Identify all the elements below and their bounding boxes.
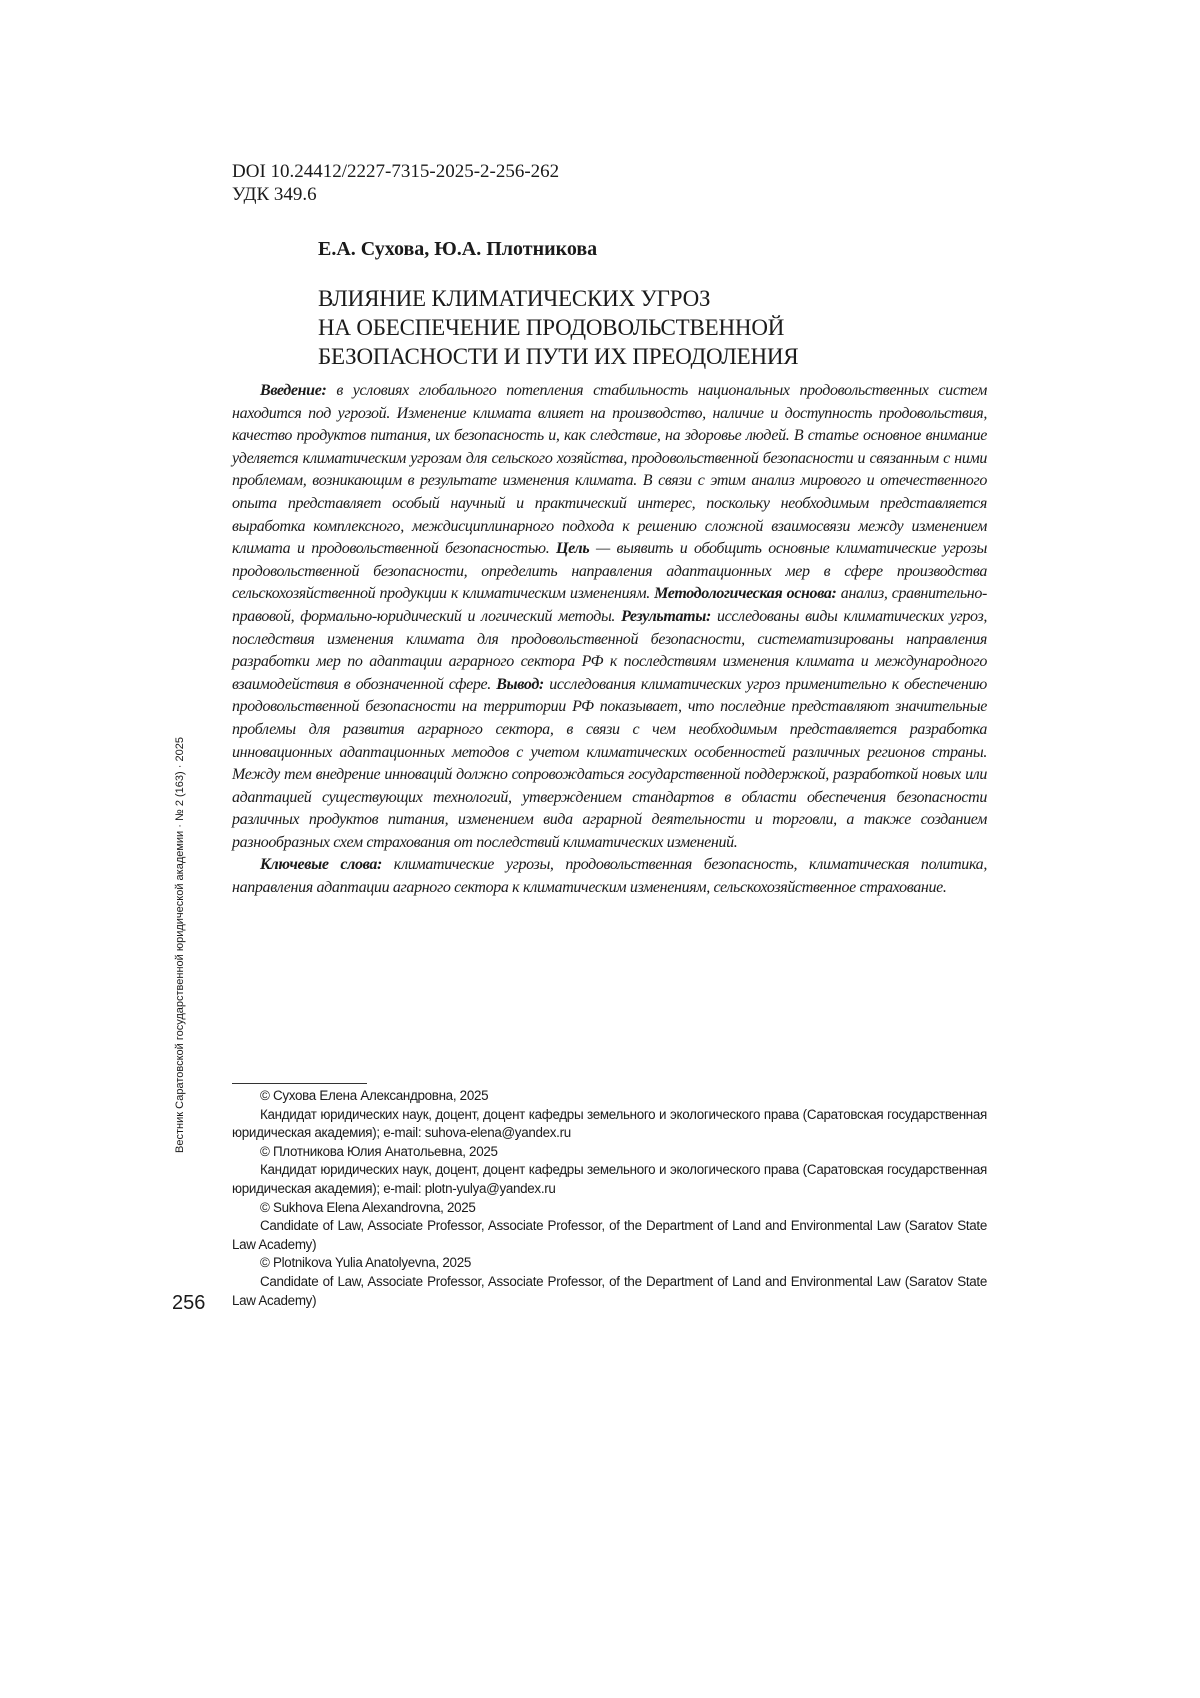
label-results: Результаты: (621, 607, 711, 625)
doi: DOI 10.24412/2227-7315-2025-2-256-262 (232, 161, 560, 182)
authors: Е.А. Сухова, Ю.А. Плотникова (318, 238, 598, 260)
results-text: исследованы виды климатических угроз, последствия изменения климата для продовольственной безопасности, систематизированы направления разработки мер по адаптации аграрного сектора РФ к последствиям изменения климата и международного взаимодействия в обозначенной сфере. (232, 607, 988, 693)
keywords-text: климатические угрозы, продовольственная безопасность, климатическая политика, направления адаптации агарного сектора к климатическим изменениям, сельскохозяйственное страхование. (232, 856, 987, 897)
footnote: Кандидат юридических наук, доцент, доцент кафедры земельного и экологического права (Саратовская государственная юридическая академия); e-mail: plotn-yulya@yandex.ru (232, 1162, 987, 1196)
conclusion-text: исследования климатических угроз применительно к обеспечению продовольственной безопасности на территории РФ показывает, что последние представляют значительные проблемы для развития аграрного сектора, в связи с чем необходимым представляется разработка инновационных адаптационных методов с учетом климатических особенностей различных регионов страны. Между тем внедрение инноваций должно сопровождаться государственной поддержкой, разработкой новых или адаптацией существующих технологий, утверждением стандартов в области обеспечения безопасности различных продуктов питания, изменением вида аграрной деятельности и торговли, а также созданием разнообразных схем страхования от последствий климатических изменений. (232, 675, 987, 851)
label-intro: Введение: (260, 382, 327, 399)
running-head: Вестник Саратовской государственной юридической академии · № 2 (163) · 2025 (174, 737, 186, 1153)
intro-text: в условиях глобального потепления стабильность национальных продовольственных систем находится под угрозой. Изменение климата влияет на производство, наличие и доступность продовольствия, качество продуктов питания, их безопасность и, как следствие, на здоровье людей. В статье основное внимание уделяется климатическим угрозам для сельского хозяйства, продовольственной безопасности и связанным с ними проблемам, возникающим в результате изменения климата. В связи с этим анализ мирового и отечественного опыта представляет особый научный и практический интерес, поскольку необходимым представляется выработка комплексного, междисциплинарного подхода к решению сложной взаимосвязи между изменением климата и продовольственной безопасностью. (232, 382, 987, 558)
footnote: © Плотникова Юлия Анатольевна, 2025 (260, 1143, 498, 1159)
footnote: © Sukhova Elena Alexandrovna, 2025 (260, 1199, 476, 1215)
page-number: 256 (172, 1292, 206, 1314)
title-line: ВЛИЯНИЕ КЛИМАТИЧЕСКИХ УГРОЗ (318, 286, 711, 311)
udk: УДК 349.6 (232, 184, 317, 205)
label-keywords: Ключевые слова: (260, 856, 382, 874)
title-line: НА ОБЕСПЕЧЕНИЕ ПРОДОВОЛЬСТВЕННОЙ (318, 315, 785, 340)
footnote-rule (232, 1083, 367, 1084)
goal-text: — выявить и обобщить основные климатические угрозы продовольственной безопасности, определить направления адаптационных мер в сфере производства сельскохозяйственной продукции к климатическим изменениям. (232, 540, 987, 603)
footnote: © Plotnikova Yulia Anatolyevna, 2025 (260, 1255, 471, 1271)
article-title (318, 284, 798, 371)
abstract (232, 380, 987, 900)
footnotes (232, 1087, 987, 1310)
footnote: © Сухова Елена Александровна, 2025 (260, 1088, 489, 1103)
method-text: анализ, сравнительно-правовой, формально-юридический и логический методы. (232, 585, 987, 625)
label-goal: Цель (556, 540, 590, 558)
label-conclusion: Вывод: (496, 675, 544, 693)
keywords-paragraph (232, 854, 987, 899)
footnote: Candidate of Law, Associate Professor, Associate Professor, of the Department of Land and Environmental Law (Saratov State Law Academy) (232, 1273, 987, 1308)
footnote: Candidate of Law, Associate Professor, Associate Professor, of the Department of Land and Environmental Law (Saratov State Law Academy) (232, 1218, 987, 1252)
abstract-paragraph (232, 380, 987, 854)
label-method: Методологическая основа: (654, 585, 837, 603)
footnote: Кандидат юридических наук, доцент, доцент кафедры земельного и экологического права (Саратовская государственная юридическая академия); e-mail: suhova-elena@yandex.ru (232, 1106, 987, 1141)
title-line: БЕЗОПАСНОСТИ И ПУТИ ИХ ПРЕОДОЛЕНИЯ (318, 344, 799, 369)
article-identifiers (232, 160, 559, 206)
